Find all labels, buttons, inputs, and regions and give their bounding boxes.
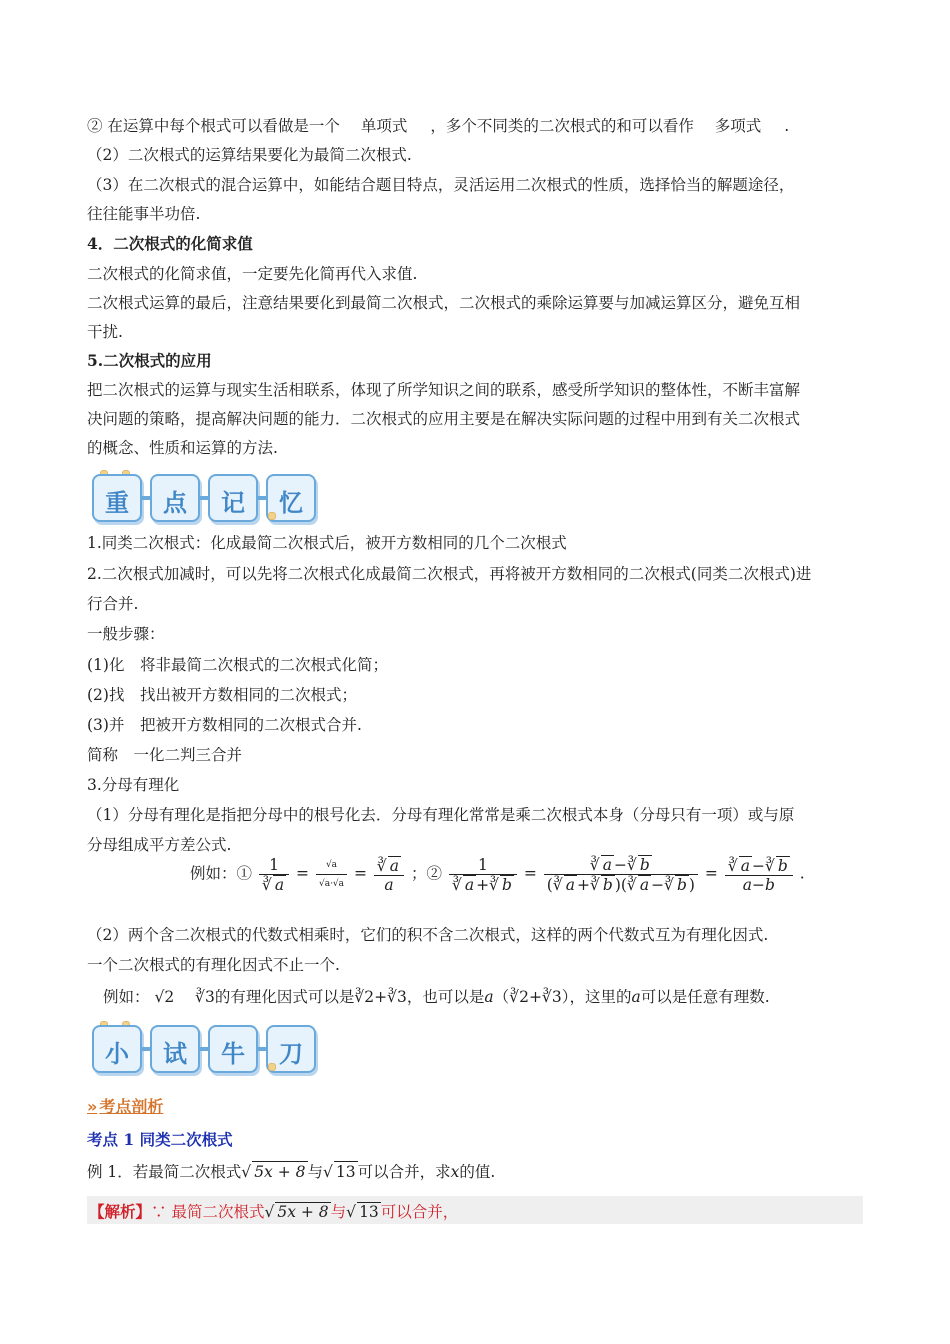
badge-char: 点 — [150, 474, 200, 522]
text-segment: 可以合并， — [380, 1203, 459, 1221]
text-segment: 的值. — [459, 1163, 496, 1181]
fraction: $\frac{∛ a}{a}$ — [374, 856, 404, 894]
math-var: a — [631, 988, 641, 1006]
decoration-dot — [268, 512, 276, 520]
text-line-5: 二次根式的化简求值，一定要先化简再代入求值. — [87, 265, 418, 283]
badge-char: 记 — [208, 474, 258, 522]
fraction: $\frac{1}{∛ a +∛ b}$ — [449, 856, 517, 894]
text-line-4: 往往能事半功倍. — [87, 205, 201, 223]
math-expr: ∛3 — [387, 988, 407, 1006]
radicand: 13 — [359, 1203, 379, 1221]
memo-heading-3: 3.分母有理化 — [87, 776, 180, 794]
memo-line-2: 2.二次根式加减时，可以先将二次根式化成最简二次根式，再将被开方数相同的二次根式(同类二次根式)进 — [87, 565, 812, 583]
memo-step-2: (2)找 找出被开方数相同的二次根式； — [87, 686, 357, 704]
sqrt-symbol: √ — [241, 1163, 252, 1181]
fraction: $\frac{∛ a -∛ b}{a-b}$ — [725, 856, 793, 894]
radicand: 13 — [335, 1163, 356, 1181]
text-line-6: 二次根式运算的最后，注意结果要化到最简二次根式，二次根式的乘除运算要与加减运算区分，避免互相 — [87, 294, 801, 312]
text-line-8: 把二次根式的运算与现实生活相联系，体现了所学知识之间的联系，感受所学知识的整体性，不断丰富解 — [87, 381, 801, 399]
text-segment: 例 1．若最简二次根式 — [87, 1163, 242, 1181]
text-line-10: 的概念、性质和运算的方法. — [87, 439, 278, 457]
text-line-9: 决问题的策略，提高解决问题的能力．二次根式的应用主要是在解决实际问题的过程中用到有关二次根式 — [87, 410, 801, 428]
double-chevron-icon: » — [87, 1097, 98, 1116]
text-segment: 例如： — [103, 988, 150, 1006]
math-var: a — [484, 988, 494, 1006]
memo-line-13: 一个二次根式的有理化因式不止一个. — [87, 956, 340, 974]
memo-line-12: （2）两个含二次根式的代数式相乘时，它们的积不含二次根式，这样的两个代数式互为有理化因式. — [87, 926, 769, 944]
memo-step-1: (1)化 将非最简二次根式的二次根式化简； — [87, 656, 388, 674]
fraction-small: $\frac{√a}{√a\cdot√a}$ — [316, 856, 347, 893]
memo-line-10: （1）分母有理化是指把分母中的根号化去．分母有理化常常是乘二次根式本身（分母只有一项）或与原 — [87, 806, 795, 824]
text-segment: 与 — [330, 1203, 347, 1221]
text-line-2: （2）二次根式的运算结果要化为最简二次根式. — [87, 146, 412, 164]
badge-char: 试 — [150, 1025, 200, 1073]
text-segment: 的有理化因式可以是 — [214, 988, 355, 1006]
sqrt-symbol: √ — [264, 1203, 275, 1221]
analysis-box — [87, 1196, 863, 1224]
analysis-tag: 【解析】 — [89, 1202, 152, 1221]
text-segment: 可以合并，求 — [357, 1163, 451, 1181]
text-segment: ∵ 最简二次根式 — [151, 1203, 265, 1221]
fraction: $\frac{∛ a -∛ b}{(∛ a +∛ b )(∛ a -∛ b )}$ — [544, 855, 698, 894]
exam-point-title: 考点 1 同类二次根式 — [87, 1130, 233, 1149]
section-title-text: 考点剖析 — [99, 1097, 164, 1116]
fraction: $\frac{1}{∛ a}$ — [259, 856, 289, 894]
decoration-dot — [268, 1063, 276, 1071]
math-expr: ∛2 — [354, 988, 375, 1006]
memo-line-1: 1.同类二次根式：化成最简二次根式后，被开方数相同的几个二次根式 — [87, 534, 567, 552]
sqrt-symbol: √ — [323, 1163, 333, 1181]
math-expr: ∛3 — [541, 988, 562, 1006]
answer-term: 单项式 — [360, 117, 408, 135]
heading-4: 4．二次根式的化简求值 — [87, 234, 253, 253]
math-expr: ∛2 — [509, 988, 529, 1006]
memo-line-3: 行合并. — [87, 595, 139, 613]
badge-char: 刀 — [266, 1025, 316, 1073]
math-expr: √2 — [154, 988, 175, 1006]
math-var: x — [450, 1163, 460, 1181]
radicand: 5x + 8 — [277, 1203, 329, 1221]
sqrt-symbol: √ — [346, 1203, 357, 1221]
text-line-3: （3）在二次根式的混合运算中，如能结合题目特点，灵活运用二次根式的性质，选择恰当的解题途径， — [87, 176, 795, 194]
memo-step-3: (3)并 把被开方数相同的二次根式合并. — [87, 716, 362, 734]
section-title — [87, 1094, 163, 1117]
example-1 — [87, 1161, 495, 1182]
radicand: 5x + 8 — [254, 1163, 306, 1181]
memo-line-4: 一般步骤： — [87, 625, 165, 643]
factor-example: 例如： √2 ∛3的有理化因式可以是∛2+∛3，也可以是a（∛2+∛3），这里的a可以是任意有理数. — [103, 988, 770, 1006]
text-segment: . — [784, 117, 790, 135]
text-segment: 可以是任意有理数. — [640, 988, 770, 1006]
text-line-1 — [87, 116, 789, 136]
text-segment: 与 — [307, 1163, 324, 1181]
example-label: 例如：① — [190, 864, 253, 883]
memo-summary: 简称 一化二判三合并 — [87, 746, 243, 764]
math-expr: ∛3 — [195, 988, 215, 1006]
text-segment: ，多个不同类的二次根式的和可以看作 — [430, 117, 694, 135]
heading-5: 5.二次根式的应用 — [87, 351, 212, 370]
badge-char: 小 — [92, 1025, 142, 1073]
badge-char: 重 — [92, 474, 142, 522]
text-segment: ，这里的 — [569, 988, 632, 1006]
answer-term: 多项式 — [714, 117, 762, 135]
text-segment: ，也可以是 — [406, 988, 485, 1006]
text-segment: ② 在运算中每个根式可以看做是一个 — [87, 117, 340, 135]
memo-line-11: 分母组成平方差公式. — [87, 836, 232, 854]
badge-char: 牛 — [208, 1025, 258, 1073]
text-line-7: 干扰. — [87, 323, 123, 341]
badge-char: 忆 — [266, 474, 316, 522]
rationalize-example: 例如：① $\frac{1}{∛ a}$ = $\frac{√a}{√a\cdot√a}$ = $\frac{∛ a}{a}$ ；② $\frac{1}{∛ a +∛ b}$ = $\frac{∛ a -∛ b}{(∛ a +∛ b )(∛ a -∛ b )}$ = $\frac{∛ a -∛ b}{a-b}$ . — [190, 855, 805, 894]
